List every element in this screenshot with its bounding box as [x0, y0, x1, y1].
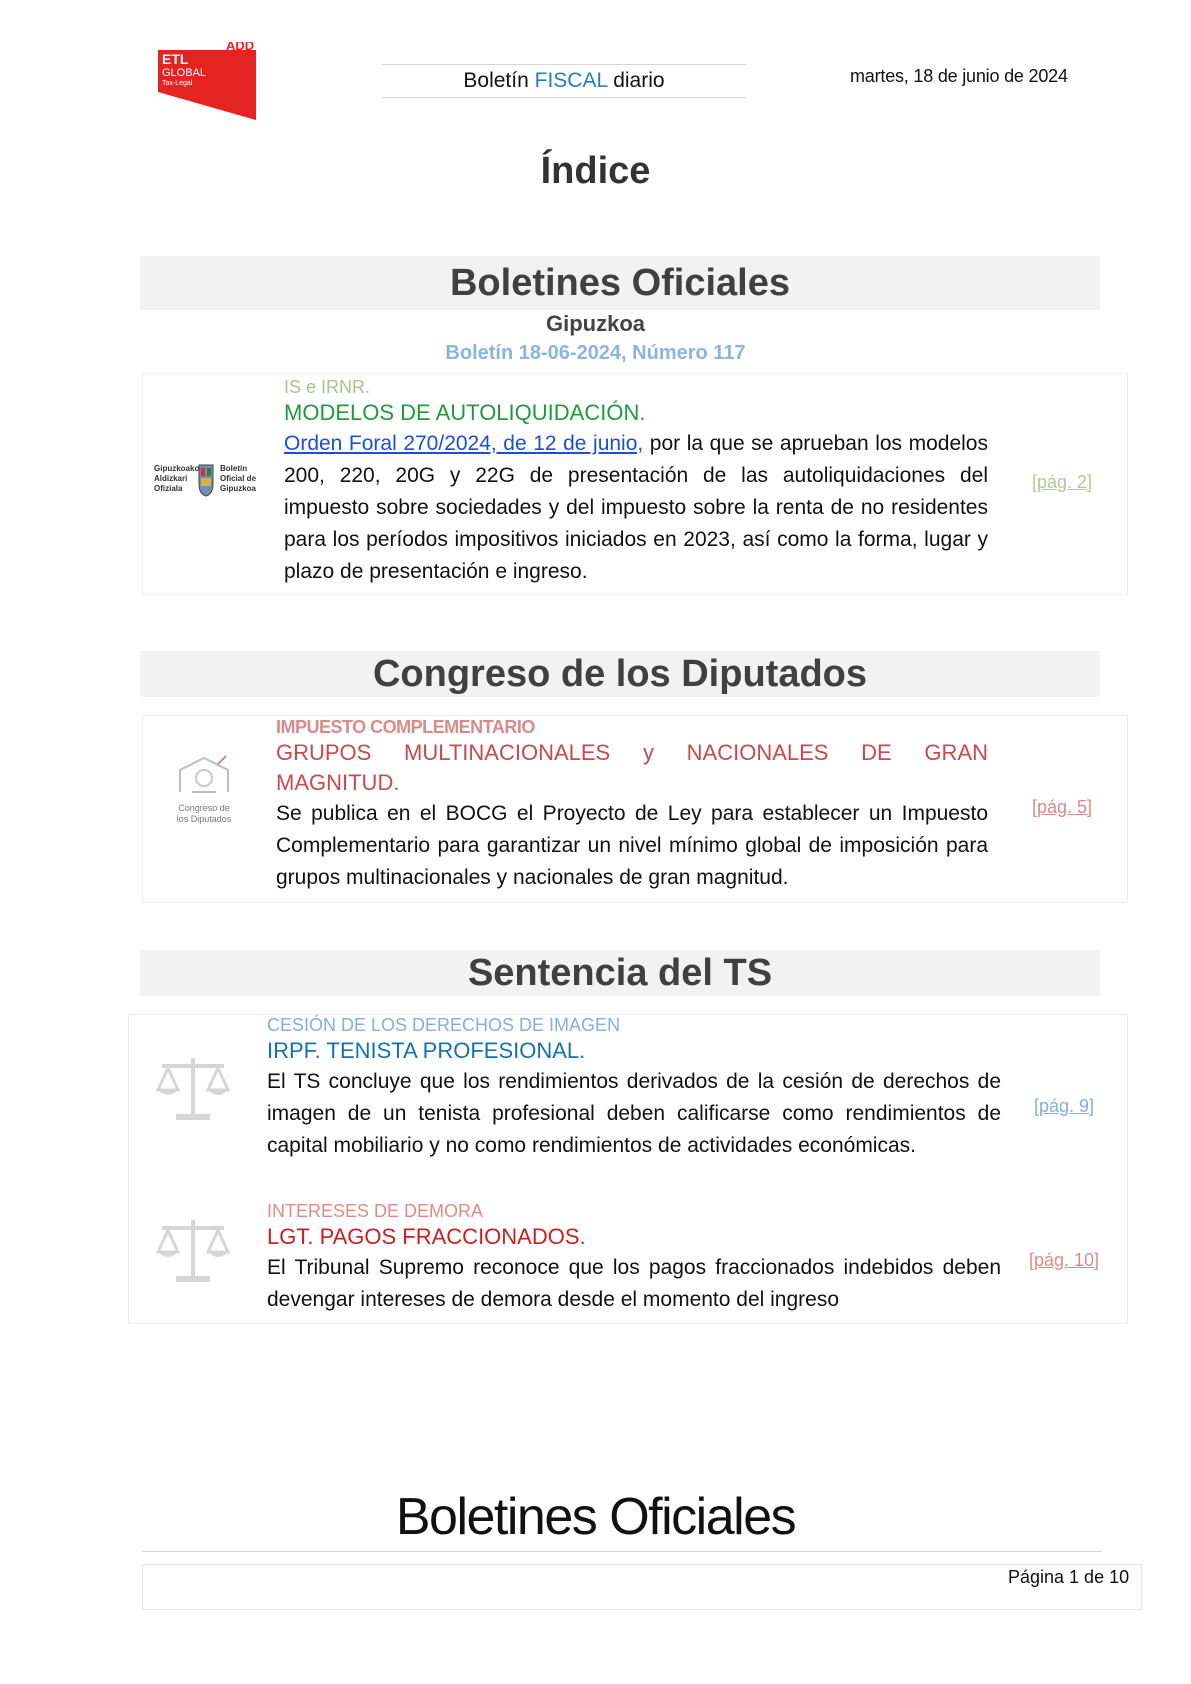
entry-heading: LGT. PAGOS FRACCIONADOS.: [267, 1224, 586, 1249]
section-divider: [142, 1551, 1102, 1552]
logo-right-line: Oficial de: [220, 474, 257, 483]
next-section-title: Boletines Oficiales: [395, 1488, 796, 1546]
entry-body: Se publica en el BOCG el Proyecto de Ley para establecer un Impuesto Complementario para garantizar un nivel mínimo global de imposición para grupos multinacionales y nacionales de gran magnitud.: [276, 802, 988, 889]
entry-impuesto-complementario: [276, 716, 988, 894]
entry-heading: IRPF. TENISTA PROFESIONAL.: [267, 1038, 586, 1063]
entry-pagos-fraccionados: [267, 1200, 1001, 1316]
congreso-caption-line: los Diputados: [176, 814, 232, 824]
entry-category: INTERESES DE DEMORA: [267, 1201, 484, 1221]
etl-global-logo: [152, 42, 280, 120]
logo-left-line: Gipuzkoako: [154, 464, 200, 473]
etl-logo-icon: [152, 42, 280, 120]
boletin-number: Boletín 18-06-2024, Número 117: [445, 342, 746, 364]
entry-body: [284, 428, 988, 588]
orden-foral-link[interactable]: Orden Foral 270/2024, de 12 de junio,: [284, 432, 644, 455]
entry-heading: GRUPOS MULTINACIONALES y NACIONALES DE GRAN: [276, 740, 988, 765]
balance-scale-icon: [154, 1210, 232, 1288]
coat-of-arms-icon: [196, 462, 216, 498]
entry-body-text: por la que se aprueban los modelos 200, 220, 20G y 22G de presentación de las autoliquidaciones del impuesto sobre sociedades y del impuesto sobre la renta de no residentes para los períodos impositivos iniciados en 2023, así como la forma, lugar y plazo de presentación e ingreso.: [284, 432, 988, 583]
gipuzkoa-logo-right: [220, 464, 256, 494]
bulletin-accent: FISCAL: [534, 69, 608, 92]
congreso-logo-caption: [168, 803, 240, 825]
bulletin-prefix: Boletín: [463, 69, 535, 92]
page-link-5[interactable]: [pág. 5]: [1032, 797, 1093, 817]
logo-right-line: Gipuzkoa: [220, 484, 257, 493]
logo-text-add: ADD: [226, 42, 255, 53]
bulletin-title: [382, 64, 746, 98]
page-link-10[interactable]: [pág. 10]: [1029, 1250, 1100, 1270]
section-title-sentencia: Sentencia del TS: [140, 950, 1100, 996]
entry-orden-foral: [284, 376, 988, 588]
entry-tenista-profesional: [267, 1014, 1001, 1162]
congreso-logo: [168, 752, 240, 838]
congreso-caption-line: Congreso de: [178, 803, 230, 813]
logo-left-line: Ofiziala: [154, 484, 183, 493]
congreso-logo-icon: [168, 752, 240, 798]
logo-left-line: Aldizkari: [154, 474, 188, 483]
page-link-9[interactable]: [pág. 9]: [1034, 1096, 1095, 1116]
entry-category: IMPUESTO COMPLEMENTARIO: [276, 717, 535, 737]
logo-right-line: Boletín: [220, 464, 248, 473]
entry-heading-cont: MAGNITUD.: [276, 770, 400, 795]
section-title-boletines: Boletines Oficiales: [140, 256, 1100, 310]
section-title-congreso: Congreso de los Diputados: [140, 651, 1100, 697]
gipuzkoa-logo-left: [154, 464, 199, 494]
gipuzkoa-logo: [152, 462, 264, 506]
page-number: Página 1 de 10: [1008, 1567, 1130, 1587]
entry-body: El Tribunal Supremo reconoce que los pagos fraccionados indebidos deben devengar intereses de demora desde el momento del ingreso: [267, 1256, 1001, 1311]
logo-text-etl: ETL: [162, 51, 189, 67]
logo-text-global: GLOBAL: [162, 67, 207, 79]
entry-body: El TS concluye que los rendimientos derivados de la cesión de derechos de imagen de un tenista profesional deben calificarse como rendimientos de capital mobiliario y no como rendimientos de actividades económicas.: [267, 1070, 1001, 1157]
bulletin-suffix: diario: [607, 69, 665, 92]
entry-category: CESIÓN DE LOS DERECHOS DE IMAGEN: [267, 1015, 621, 1035]
index-title: Índice: [540, 150, 651, 192]
footer-box: [142, 1564, 1142, 1610]
page-link-2[interactable]: [pág. 2]: [1032, 472, 1093, 492]
entry-category: IS e IRNR.: [284, 377, 371, 397]
region-title: Gipuzkoa: [545, 311, 645, 336]
logo-text-tag: Tax-Legal: [162, 80, 193, 87]
header-date: martes, 18 de junio de 2024: [850, 66, 1068, 86]
entry-heading: MODELOS DE AUTOLIQUIDACIÓN.: [284, 400, 646, 425]
balance-scale-icon: [154, 1048, 232, 1126]
